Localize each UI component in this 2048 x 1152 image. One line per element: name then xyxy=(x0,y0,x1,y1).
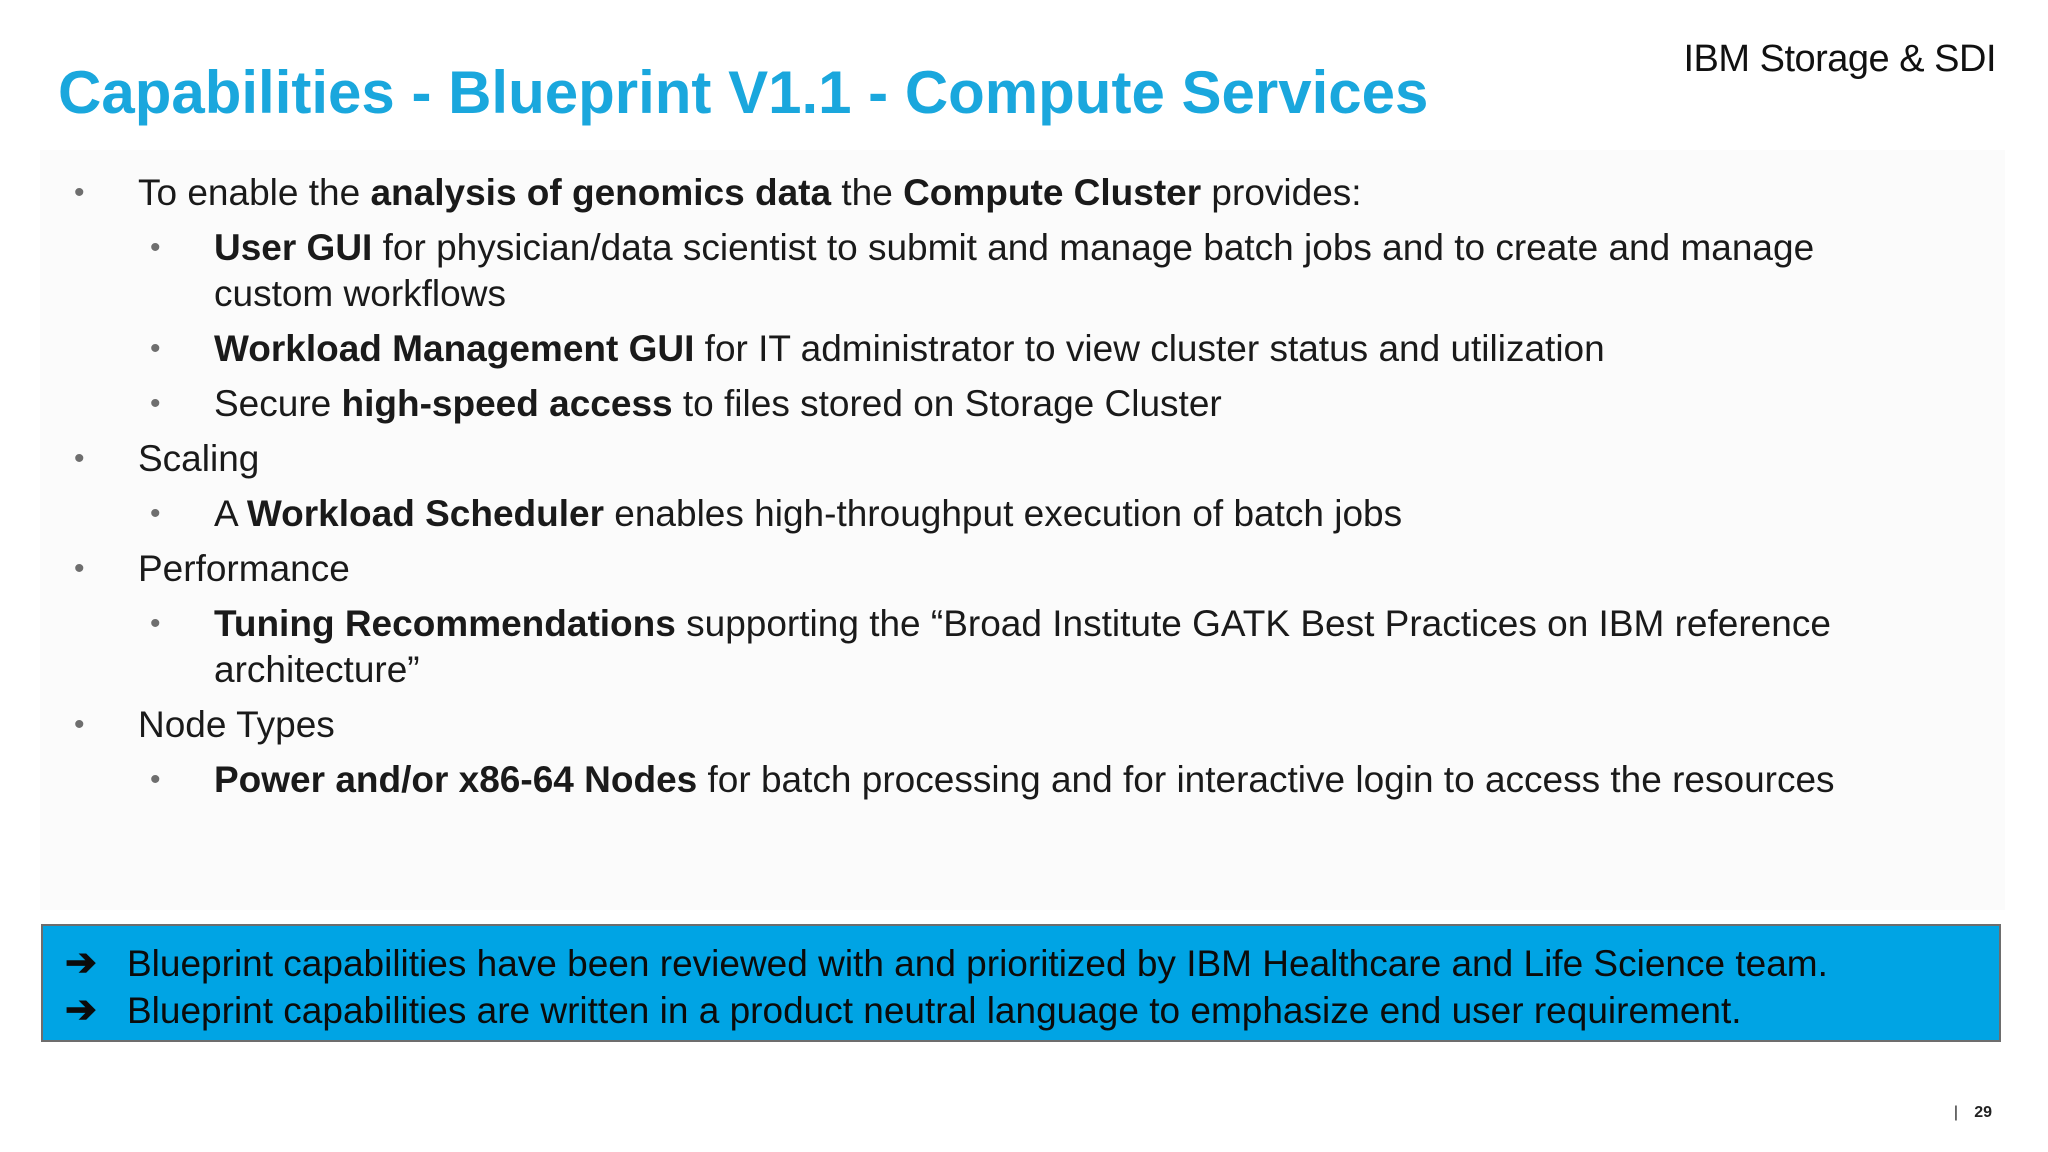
bullet-text-bold: User GUI xyxy=(214,227,373,268)
bullet-text: for batch processing and for interactive login to access the resources xyxy=(697,759,1835,800)
sub-bullet-item xyxy=(0,601,1904,693)
sub-bullet-item xyxy=(0,757,1904,803)
bullet-marker: • xyxy=(74,552,85,585)
bullet-item xyxy=(0,702,1918,748)
bullet-text: enables high-throughput execution of batch jobs xyxy=(604,493,1403,534)
sub-bullet-item xyxy=(0,225,1904,317)
bullet-text-bold: analysis of genomics data xyxy=(370,172,832,213)
bullet-marker: • xyxy=(150,231,161,264)
callout-box xyxy=(41,924,2001,1042)
bullet-text: Scaling xyxy=(138,438,260,479)
bullet-text-bold: Workload Scheduler xyxy=(246,493,604,534)
footer-separator: | xyxy=(1953,1104,1958,1121)
bullet-text: A xyxy=(214,493,247,534)
sub-bullet-item xyxy=(0,381,1904,427)
bullet-text-bold: high-speed access xyxy=(341,383,673,424)
bullet-text: supporting the “Broad Institute GATK Best Practices on IBM reference architecture” xyxy=(214,603,1831,690)
bullet-text-bold: Workload Management GUI xyxy=(214,328,695,369)
bullet-marker: • xyxy=(150,607,161,640)
brand-label: IBM Storage & SDI xyxy=(1683,38,1996,80)
bullet-text: provides: xyxy=(1201,172,1362,213)
page-number: 29 xyxy=(1974,1104,1992,1121)
bullet-text: to files stored on Storage Cluster xyxy=(672,383,1222,424)
sub-bullet-item xyxy=(0,326,1904,372)
slide-title: Capabilities - Blueprint V1.1 - Compute Services xyxy=(58,59,1429,126)
bullet-list xyxy=(0,170,2048,812)
bullet-text: Performance xyxy=(138,548,350,589)
bullet-text: Secure xyxy=(214,383,342,424)
bullet-text-bold: Power and/or x86-64 Nodes xyxy=(214,759,698,800)
sub-bullet-item xyxy=(0,491,1904,537)
callout-text: Blueprint capabilities are written in a product neutral language to emphasize end user requirement. xyxy=(127,990,1742,1031)
arrow-icon: ➔ xyxy=(65,989,97,1031)
bullet-marker: • xyxy=(74,442,85,475)
bullet-text-bold: Compute Cluster xyxy=(903,172,1202,213)
bullet-item xyxy=(0,546,1918,592)
bullet-text: To enable the xyxy=(138,172,371,213)
bullet-item xyxy=(0,436,1918,482)
bullet-marker: • xyxy=(150,763,161,796)
callout-text: Blueprint capabilities have been reviewed with and prioritized by IBM Healthcare and Life Science team. xyxy=(127,943,1828,984)
bullet-marker: • xyxy=(150,332,161,365)
bullet-item xyxy=(0,170,1918,216)
bullet-text: for physician/data scientist to submit and manage batch jobs and to create and manage custom workflows xyxy=(214,227,1815,314)
callout-line xyxy=(43,987,1999,1034)
bullet-text-bold: Tuning Recommendations xyxy=(214,603,676,644)
bullet-text: Node Types xyxy=(138,704,335,745)
bullet-marker: • xyxy=(150,497,161,530)
callout-line xyxy=(43,940,1999,987)
arrow-icon: ➔ xyxy=(65,942,97,984)
bullet-marker: • xyxy=(74,176,85,209)
bullet-text: the xyxy=(831,172,904,213)
bullet-marker: • xyxy=(150,387,161,420)
bullet-text: for IT administrator to view cluster status and utilization xyxy=(694,328,1605,369)
bullet-marker: • xyxy=(74,708,85,741)
